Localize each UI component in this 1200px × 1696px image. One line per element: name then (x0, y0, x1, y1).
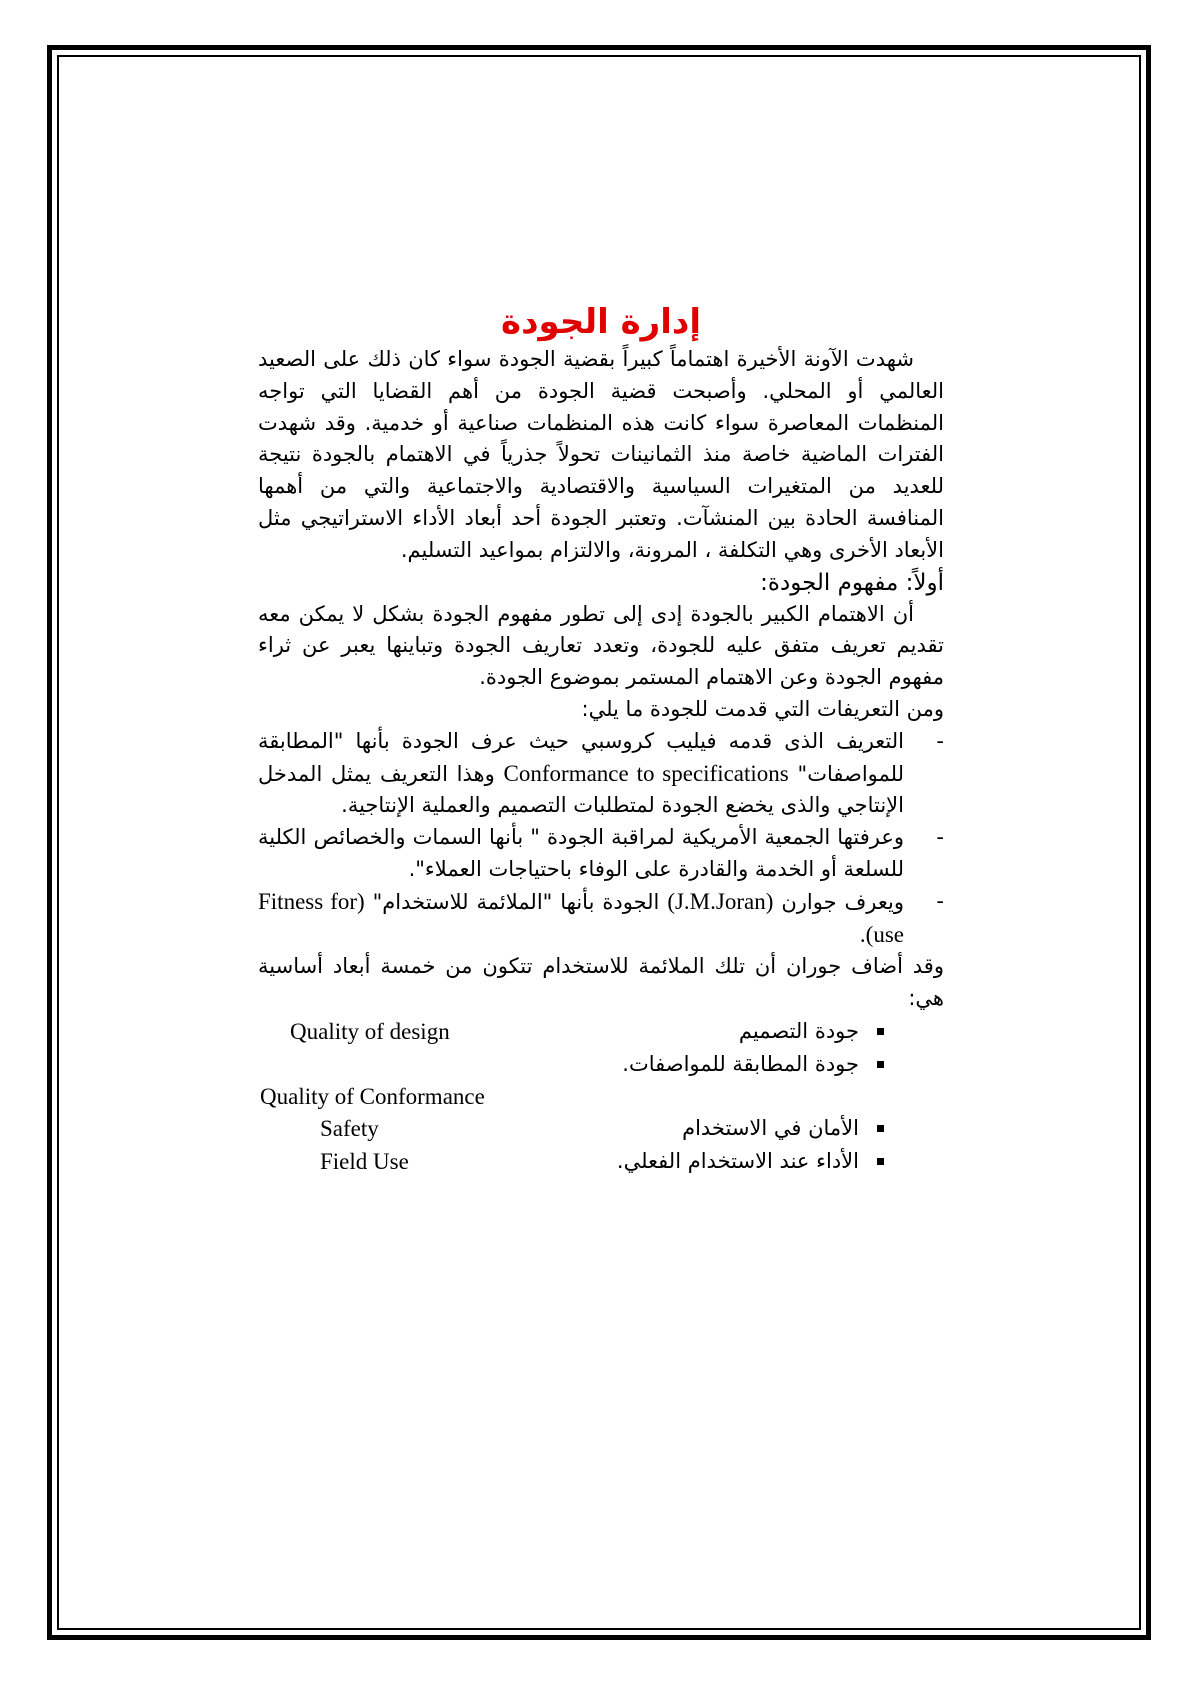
dimension-arabic: الأمان في الاستخدام (682, 1115, 859, 1140)
definition-english-term: Conformance to specifications (503, 760, 789, 786)
square-bullet-icon (877, 1028, 884, 1035)
dash-marker: - (936, 888, 944, 913)
definition-text: وعرفتها الجمعية الأمريكية لمراقبة الجودة " بأنها السمات والخصائص الكلية للسلعة أو الخدمة والقادرة على الوفاء باحتياجات العملاء". (258, 825, 904, 881)
concept-paragraph: أن الاهتمام الكبير بالجودة إدى إلى تطور مفهوم الجودة بشكل لا يمكن معه تقديم تعريف متفق عليه للجودة، وتعدد تعاريف الجودة وتباينها يعبر عن ثراء مفهوم الجودة وعن الاهتمام المستمر بموضوع الجودة. (258, 601, 944, 690)
document-title: إدارة الجودة (501, 302, 701, 342)
dimensions-intro: وقد أضاف جوران أن تلك الملائمة للاستخدام تتكون من خمسة أبعاد أساسية هي: (258, 954, 944, 1011)
dimension-english: Quality of Conformance (260, 1083, 485, 1109)
section-heading: أولاً: مفهوم الجودة: (760, 569, 944, 596)
dash-marker: - (936, 825, 944, 850)
dimension-english: Field Use (320, 1148, 409, 1174)
definition-text: التعريف الذى قدمه فيليب كروسبي حيث عرف الجودة بأنها "المطابقة للمواصفات" (258, 728, 904, 786)
square-bullet-icon (877, 1061, 884, 1068)
definition-text-continued: الجودة بأنها "الملائمة للاستخدام" (372, 889, 660, 914)
definition-item-crosby (258, 726, 944, 822)
definition-english-name: (J.M.Joran) (667, 888, 774, 914)
dimension-item (258, 1112, 944, 1145)
definition-item-juran (258, 886, 944, 952)
dimension-arabic: الأداء عند الاستخدام الفعلي. (616, 1148, 859, 1173)
dimension-english: Safety (320, 1115, 379, 1141)
dimension-item (258, 1145, 944, 1178)
dimension-item (258, 1048, 944, 1081)
definitions-intro: ومن التعريفات التي قدمت للجودة ما يلي: (581, 696, 944, 721)
definition-item-asqc (258, 822, 944, 886)
square-bullet-icon (877, 1158, 884, 1165)
dimension-item (258, 1015, 944, 1048)
document-body (258, 300, 944, 1178)
dash-marker: - (936, 728, 944, 753)
square-bullet-icon (877, 1125, 884, 1132)
dimension-arabic: جودة المطابقة للمواصفات. (622, 1051, 859, 1076)
definition-text-continued: وهذا التعريف يمثل المدخل الإنتاجي والذى يخضع الجودة لمتطلبات التصميم والعملية الإنتاجية. (258, 761, 904, 818)
intro-paragraph: شهدت الآونة الأخيرة اهتماماً كبيراً بقضية الجودة سواء كان ذلك على الصعيد العالمي أو المحلي. وأصبحت قضية الجودة من أهم القضايا التي تواجه المنظمات المعاصرة سواء كانت هذه المنظمات صناعية أو خدمية. وقد شهدت الفترات الماضية خاصة منذ الثمانينات تحولاً جذرياً في الاهتمام بالجودة نتيجة للعديد من المتغيرات السياسية والاقتصادية والاجتماعية والتي من أهمها المنافسة الحادة بين المنشآت. وتعتبر الجودة أحد أبعاد الأداء الاستراتيجي مثل الأبعاد الأخرى وهي التكلفة ، المرونة، والالتزام بمواعيد التسليم. (258, 347, 944, 562)
dimension-arabic: جودة التصميم (738, 1018, 859, 1043)
definition-english-term: (Fitness for use). (258, 888, 904, 947)
dimension-english: Quality of design (290, 1018, 450, 1044)
definition-text: ويعرف جوارن (781, 889, 904, 914)
